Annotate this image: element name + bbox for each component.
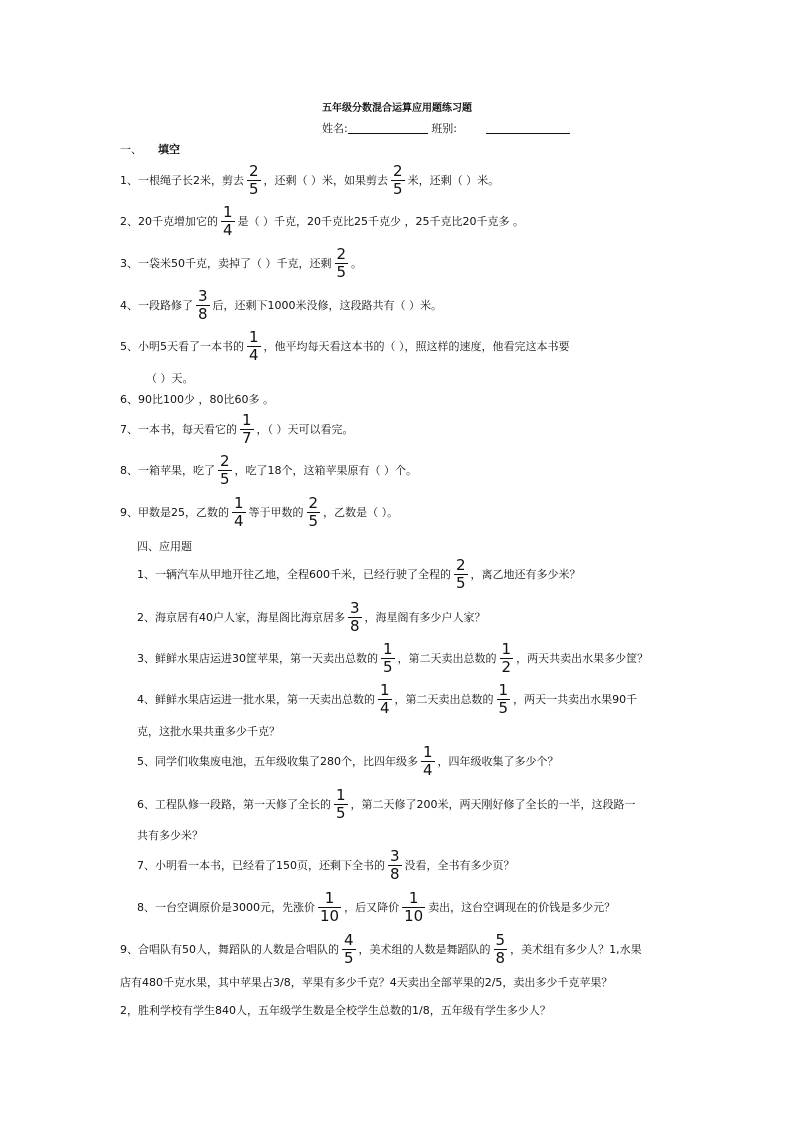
numerator: 1 [380,680,390,699]
fraction [391,161,405,198]
question-text: 5、同学们收集废电池，五年级收集了280个，比四年级多 [137,755,418,768]
denominator: 8 [495,948,506,967]
numerator: 1 [324,888,335,907]
numerator: 1 [223,202,233,221]
question-text: 3、鲜鲜水果店运进30筐苹果，第一天卖出总数的 [137,652,378,665]
section-fill-heading [120,141,180,157]
fill-question-9 [120,492,398,532]
denominator: 7 [242,428,252,447]
fraction [378,680,392,717]
fill-question-8 [120,450,417,490]
fraction [454,555,468,592]
app-question-9 [120,929,642,969]
numerator: 2 [220,451,230,470]
question-text: ，后又降价 [344,901,400,914]
fraction [402,888,425,925]
fraction [335,244,349,281]
section-label: 四、应用题 [137,540,192,553]
question-text: ，美术组的人数是舞蹈队的 [358,943,491,956]
question-text: 9、合唱队有50人，舞蹈队的人数是合唱队的 [120,943,339,956]
name-blank [348,121,428,134]
fraction [247,161,261,198]
app-question-4 [137,679,637,719]
class-label: 班别: [431,122,457,135]
question-text: 6、90比100少 ，80比60多 。 [120,393,274,406]
app-question-extra-2 [120,1002,551,1018]
denominator: 8 [198,304,208,323]
denominator: 5 [336,262,347,281]
numerator: 4 [344,930,354,949]
fill-question-5 [120,326,570,366]
question-text: 。 [351,257,363,270]
fraction [348,598,362,635]
section-apps-heading [137,538,192,554]
fraction [497,680,511,717]
fraction [218,451,232,488]
numerator: 2 [308,493,319,512]
name-class-line [322,120,570,136]
denominator: 4 [223,220,233,239]
question-text: ，他平均每天看这本书的（ ），照这样的速度，他看完这本书要 [263,340,570,353]
section-label: 填空 [158,143,180,156]
fraction [500,639,514,676]
denominator: 5 [393,179,403,198]
question-text: 6、工程队修一段路，第一天修了全长的 [137,798,331,811]
app-question-7 [137,845,515,885]
fill-question-4 [120,285,442,325]
numerator: 1 [234,493,244,512]
question-text: 2、20千克增加它的 [120,215,218,228]
question-text: 卖出，这台空调现在的价钱是多少元？ [428,901,616,914]
question-text: ，（ ）天可以看完。 [256,423,354,436]
question-text: 1、一辆汽车从甲地开往乙地，全程600千米，已经行驶了全程的 [137,568,451,581]
numerator: 1 [336,785,346,804]
app-question-4-cont [137,723,280,739]
app-question-9-cont [120,974,612,990]
numerator: 2 [393,161,403,180]
question-text: ，美术组有多少人？1,水果 [510,943,642,956]
denominator: 10 [320,906,340,925]
fill-question-7 [120,409,354,449]
fraction [318,888,341,925]
numerator: 3 [390,846,400,865]
question-text: 1、一根绳子长2米，剪去 [120,174,244,187]
question-text: ，两天共卖出水果多少筐？ [516,652,649,665]
question-text: 2、海京居有40户人家，海星阁比海京居多 [137,611,345,624]
question-text: 7、一本书，每天看它的 [120,423,237,436]
question-text: 后，还剩下1000米没修，这段路共有（ ）米。 [212,299,443,312]
denominator: 4 [249,345,259,364]
question-text: 店有480千克水果，其中苹果占3/8，苹果有多少千克？4天卖出全部苹果的2/5，卖出多少千克苹果？ [120,976,613,989]
question-text: ，四年级收集了多少个？ [437,755,559,768]
question-text: 8、一箱苹果，吃了 [120,464,215,477]
numerator: 3 [198,286,208,305]
numerator: 3 [350,598,360,617]
numerator: 1 [242,410,252,429]
app-question-6-cont [137,827,203,843]
fill-question-1 [120,160,499,200]
fill-question-3 [120,243,362,283]
question-text: 7、小明看一本书，已经看了150页，还剩下全书的 [137,859,385,872]
denominator: 2 [501,657,512,676]
fraction [221,202,235,239]
fraction [334,785,348,822]
denominator: 8 [390,864,400,883]
denominator: 5 [308,511,319,530]
numerator: 2 [249,161,259,180]
denominator: 4 [234,511,244,530]
numerator: 1 [501,639,512,658]
question-text: 2，胜利学校有学生840人，五年级学生数是全校学生总数的1/8，五年级有学生多少人？ [120,1004,551,1017]
question-text: 8、一台空调原价是3000元，先涨价 [137,901,315,914]
question-text: 9、甲数是25，乙数的 [120,506,229,519]
question-text: 4、一段路修了 [120,299,193,312]
question-text: ，第二天修了200米，两天刚好修了全长的一半，这段路一 [350,798,636,811]
denominator: 5 [456,573,466,592]
section-number: 一、 [120,143,142,156]
fill-question-5-cont [146,370,194,386]
app-question-3 [137,638,648,678]
name-label: 姓名: [322,122,348,135]
denominator: 5 [249,179,259,198]
denominator: 5 [220,469,230,488]
fraction [232,493,246,530]
app-question-8 [137,887,615,927]
fraction [196,286,210,323]
question-text: ，还剩（ ）米，如果剪去 [263,174,389,187]
fraction [240,410,254,447]
fraction [381,639,395,676]
question-text: ，两天一共卖出水果90千 [513,693,638,706]
question-text: ，第二天卖出总数的 [397,652,497,665]
denominator: 5 [498,698,509,717]
denominator: 4 [423,760,433,779]
question-text: 克，这批水果共重多少千克？ [137,725,280,738]
question-text: 等于甲数的 [248,506,304,519]
numerator: 5 [495,930,506,949]
fill-question-6 [120,391,274,407]
question-text: 是（ ）千克，20千克比25千克少 ，25千克比20千克多 。 [237,215,525,228]
app-question-5 [137,741,559,781]
fraction [342,930,356,967]
app-question-6 [137,784,636,824]
numerator: 1 [498,680,509,699]
denominator: 10 [404,906,424,925]
question-text: 5、小明5天看了一本书的 [120,340,244,353]
numerator: 2 [336,244,347,263]
fraction [494,930,508,967]
denominator: 5 [344,948,354,967]
page-title: 五年级分数混合运算应用题练习题 [322,103,472,114]
question-text: 共有多少米？ [137,829,203,842]
question-text: （ ）天。 [146,372,194,385]
fraction [247,327,261,364]
denominator: 4 [380,698,390,717]
question-text: ，离乙地还有多少米？ [470,568,581,581]
question-text: 没看，全书有多少页？ [404,859,515,872]
denominator: 8 [350,616,360,635]
question-text: 3、一袋米50千克，卖掉了（ ）千克，还剩 [120,257,332,270]
class-blank [486,121,570,134]
app-question-1 [137,554,581,594]
numerator: 1 [249,327,259,346]
question-text: ，乙数是（ ）。 [323,506,399,519]
numerator: 2 [456,555,466,574]
question-text: ，吃了18个，这箱苹果原有（ ）个。 [234,464,418,477]
app-question-2 [137,597,486,637]
numerator: 1 [383,639,393,658]
question-text: 米，还剩（ ）米。 [407,174,500,187]
fraction [388,846,402,883]
fraction [307,493,321,530]
question-text: ，第二天卖出总数的 [394,693,494,706]
numerator: 1 [408,888,419,907]
fraction [421,742,435,779]
fill-question-2 [120,201,524,241]
denominator: 5 [336,803,346,822]
question-text: 4、鲜鲜水果店运进一批水果，第一天卖出总数的 [137,693,375,706]
question-text: ，海星阁有多少户人家？ [364,611,486,624]
numerator: 1 [423,742,433,761]
denominator: 5 [383,657,393,676]
